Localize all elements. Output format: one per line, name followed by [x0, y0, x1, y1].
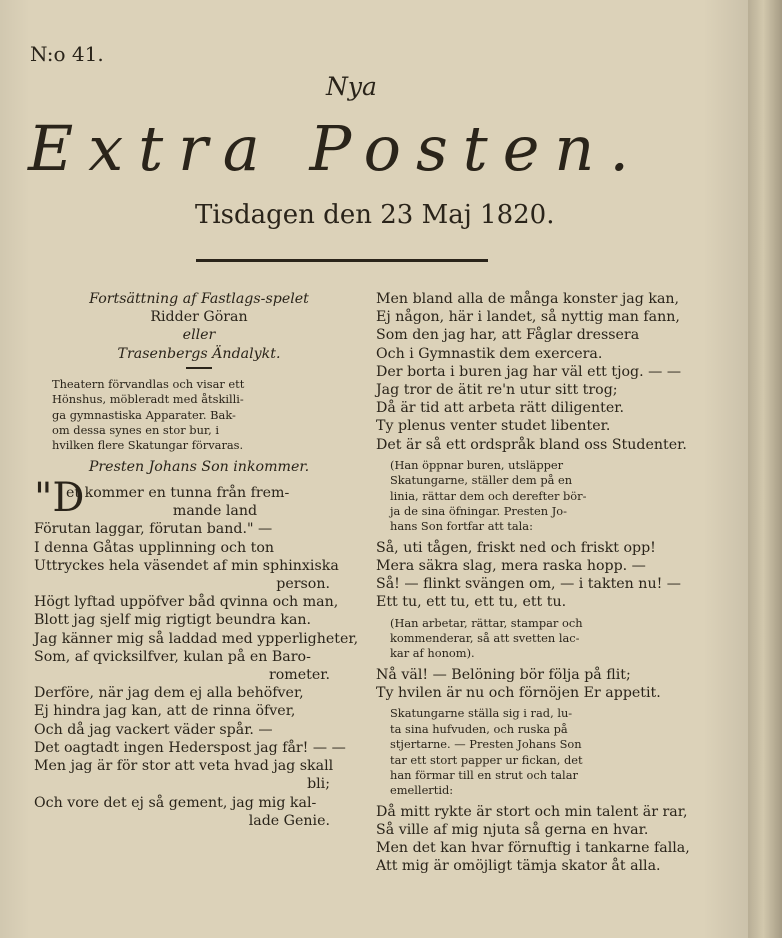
- play-heading: Fortsättning af Fastlags-spelet: [89, 291, 309, 307]
- opening-verse: [34, 475, 364, 522]
- section-dash: [186, 367, 212, 369]
- text-line: I denna Gåtas upplinning och ton: [34, 539, 275, 556]
- entrance-line: Presten Johans Son inkommer.: [88, 458, 310, 475]
- text-line: bli;: [307, 776, 330, 793]
- stage-direction: [34, 377, 364, 454]
- text-line: rometer.: [268, 667, 330, 684]
- text-line: mande land: [172, 503, 258, 520]
- text-line: Ty plenus venter studet libenter.: [376, 418, 611, 435]
- text-line: Men jag är för stor att veta hvad jag skall: [34, 758, 334, 775]
- text-line: Ej någon, här i landet, så nyttig man fann,: [376, 309, 680, 326]
- text-line: tar ett stort papper ur fickan, det: [390, 752, 583, 767]
- text-line: Och vore det ej så gement, jag mig kal-: [34, 794, 317, 811]
- masthead-title: Extra Posten.: [28, 112, 645, 185]
- issue-date: Tisdagen den 23 Maj 1820.: [195, 200, 555, 230]
- stage-direction: [376, 616, 708, 662]
- text-line: Att mig är omöjligt tämja skator åt alla.: [376, 858, 661, 875]
- text-line: ja de sina öfningar. Presten Jo-: [390, 504, 567, 519]
- text-line: Der borta i buren jag har väl ett tjog. — —: [376, 363, 682, 380]
- text-line: Och i Gymnastik dem exercera.: [376, 345, 603, 362]
- text-line: Det oagtadt ingen Hederspost jag får! — —: [34, 739, 346, 756]
- play-subtitle: Trasenbergs Ändalykt.: [117, 345, 281, 362]
- text-line: Jag tror de ätit re'n utur sitt trog;: [376, 382, 618, 399]
- play-or: eller: [182, 327, 216, 344]
- text-line: Så, uti tågen, friskt ned och friskt opp!: [376, 539, 656, 556]
- text-line: Förutan laggar, förutan band." —: [34, 521, 273, 538]
- page-edge: [748, 0, 782, 938]
- text-line: Ej hindra jag kan, att de rinna öfver,: [34, 703, 296, 720]
- text-line: (Han öppnar buren, utsläpper: [390, 457, 564, 472]
- text-line: han förmar till en strut och talar: [390, 767, 578, 782]
- text-line: Derföre, när jag dem ej alla behöfver,: [34, 685, 304, 702]
- text-line: Ty hvilen är nu och förnöjen Er appetit.: [376, 685, 661, 702]
- text-line: Hönshus, möbleradt med åtskilli-: [52, 392, 244, 407]
- text-line: Mera säkra slag, mera raska hopp. —: [376, 558, 646, 575]
- text-line: Då mitt rykte är stort och min talent är rar,: [376, 803, 688, 820]
- text-line: Jag känner mig så laddad med ypperligheter,: [34, 630, 359, 647]
- text-line: lade Genie.: [248, 812, 330, 829]
- text-line: Men det kan hvar förnuftig i tankarne falla,: [376, 840, 690, 857]
- text-line: Så! — flinkt svängen om, — i takten nu! —: [376, 576, 681, 593]
- text-line: Då är tid att arbeta rätt diligenter.: [376, 400, 624, 417]
- masthead-rule: [196, 259, 488, 262]
- text-line: Som, af qvicksilfver, kulan på en Baro-: [34, 648, 311, 665]
- text-line: ga gymnastiska Apparater. Bak-: [52, 407, 236, 422]
- text-line: hvilken flere Skatungar förvaras.: [52, 438, 244, 453]
- left-column: [34, 290, 364, 830]
- text-line: Men bland alla de många konster jag kan,: [376, 291, 680, 307]
- issue-number: N:o 41.: [30, 42, 104, 66]
- masthead-nya: Nya: [326, 72, 377, 101]
- text-line: Högt lyftad uppöfver båd qvinna och man,: [34, 594, 339, 611]
- text-line: ta sina hufvuden, och ruska på: [390, 721, 568, 736]
- text-line: Uttryckes hela väsendet af min sphinxiska: [34, 557, 339, 574]
- text-line: om dessa synes en stor bur, i: [52, 423, 219, 438]
- text-line: kar af honom).: [390, 646, 475, 661]
- text-line: Som den jag har, att Fåglar dressera: [376, 327, 640, 344]
- stage-direction: [376, 458, 708, 535]
- text-line: Ett tu, ett tu, ett tu, ett tu.: [376, 594, 567, 611]
- right-column: [376, 290, 708, 876]
- text-line: Skatungarne ställa sig i rad, lu-: [390, 706, 573, 721]
- text-line: kommenderar, så att svetten lac-: [390, 631, 580, 646]
- text-line: Nå väl! — Belöning bör följa på flit;: [376, 666, 631, 683]
- text-line: (Han arbetar, rättar, stampar och: [390, 615, 583, 630]
- text-line: Blott jag sjelf mig rigtigt beundra kan.: [34, 612, 312, 629]
- text-line: person.: [276, 576, 330, 593]
- text-line: stjertarne. — Presten Johans Son: [390, 737, 582, 752]
- play-title: Ridder Göran: [150, 309, 248, 326]
- text-line: hans Son fortfar att tala:: [390, 519, 533, 534]
- text-line: Och då jag vackert väder spår. —: [34, 721, 273, 738]
- text-line: Det är så ett ordspråk bland oss Studenter.: [376, 436, 687, 453]
- text-line: linia, rättar dem och derefter bör-: [390, 488, 587, 503]
- drop-cap: "D: [34, 475, 85, 522]
- text-line: et kommer en tunna från frem-: [66, 485, 290, 502]
- text-line: Theatern förvandlas och visar ett: [52, 376, 245, 391]
- stage-direction: [376, 706, 708, 798]
- text-line: Så ville af mig njuta så gerna en hvar.: [376, 821, 649, 838]
- text-line: emellertid:: [390, 783, 454, 798]
- text-line: Skatungarne, ställer dem på en: [390, 473, 573, 488]
